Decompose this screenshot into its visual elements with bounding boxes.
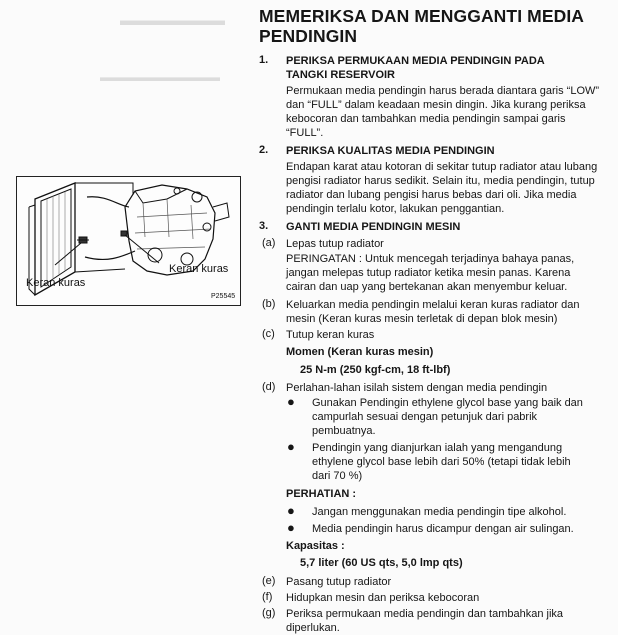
step-text: Lepas tutup radiator (286, 238, 384, 250)
step-label: (g) (262, 607, 276, 619)
step-text: Tutup keran kuras (286, 329, 375, 341)
bullet-text (312, 441, 608, 483)
step-text: Pasang tutup radiator (286, 576, 392, 588)
title-line: MEMERIKSA DAN MENGGANTI MEDIA (259, 6, 585, 26)
bullet-dot: ● (287, 394, 295, 409)
torque-value: 25 N-m (250 kgf-cm, 18 ft-lbf) (300, 364, 451, 376)
paragraph (286, 84, 608, 140)
warning-paragraph (286, 252, 608, 294)
heading-line: TANGKI RESERVOIR (286, 69, 395, 81)
text-line: mesin (Keran kuras mesin terletak di depan blok mesin) (286, 313, 558, 325)
text-line: radiator dan lubang pengisi harus bebas dari oli. Jika media (286, 189, 577, 201)
step-text: Hidupkan mesin dan periksa kebocoran (286, 592, 480, 604)
section-number: 3. (259, 220, 269, 232)
text-line: Endapan karat atau kotoran di sekitar tutup radiator atau lubang (286, 161, 598, 173)
text-line: kebocoran dan tambahkan media pendingin sampai garis (286, 113, 566, 125)
step-label: (b) (262, 298, 276, 310)
paragraph (286, 160, 608, 216)
attention-heading: PERHATIAN : (286, 488, 357, 500)
torque-label: Momen (Keran kuras mesin) (286, 346, 434, 358)
section-heading: GANTI MEDIA PENDINGIN MESIN (286, 221, 461, 233)
step-text (286, 298, 608, 326)
bullet-dot: ● (287, 503, 295, 518)
text-line: diperlukan. (286, 622, 340, 634)
step-label: (c) (262, 328, 275, 340)
text-line: “FULL”. (286, 127, 324, 139)
step-text (286, 607, 608, 635)
step-label: (e) (262, 575, 276, 587)
section-number: 2. (259, 144, 269, 156)
text-line: cairan dan uap yang bertekanan akan menyembur keluar. (286, 281, 568, 293)
text-line: campurlah sesuai dengan petunjuk dari pabrik (312, 411, 538, 423)
step-text: Perlahan-lahan isilah sistem dengan media pendingin (286, 382, 548, 394)
text-line: pengisi radiator harus sedikit. Selain itu, media pendingin, tutup (286, 175, 595, 187)
bullet-text: Jangan menggunakan media pendingin tipe alkohol. (312, 506, 567, 518)
text-line: Periksa permukaan media pendingin dan tambahkan jika (286, 608, 564, 620)
bullet-dot: ● (287, 439, 295, 454)
figure-code: P25545 (211, 293, 236, 300)
text-line: Gunakan Pendingin ethylene glycol base yang baik dan (312, 397, 583, 409)
page-title (259, 6, 609, 46)
capacity-value: 5,7 liter (60 US qts, 5,0 lmp qts) (300, 557, 463, 569)
bleed-through: ▬▬▬▬▬▬▬▬▬▬ (100, 70, 220, 84)
callout-radiator-drain: Keran kuras (26, 277, 86, 289)
text-line: dari 70 %) (312, 470, 363, 482)
radiator-figure (16, 176, 241, 306)
text-line: jangan melepas tutup radiator ketika mesin panas. Karena (286, 267, 571, 279)
bleed-through: ▬▬▬▬▬▬▬ (120, 12, 225, 29)
content-column (259, 6, 609, 634)
step-label: (a) (262, 237, 276, 249)
bullet-text: Media pendingin harus dicampur dengan air sulingan. (312, 523, 574, 535)
title-line: PENDINGIN (259, 26, 358, 46)
text-line: Pendingin yang dianjurkan ialah yang mengandung (312, 442, 563, 454)
capacity-label: Kapasitas : (286, 540, 345, 552)
step-label: (d) (262, 381, 276, 393)
text-line: Keluarkan media pendingin melalui keran kuras radiator dan (286, 299, 580, 311)
heading-line: PERIKSA PERMUKAAN MEDIA PENDINGIN PADA (286, 55, 545, 67)
text-line: Permukaan media pendingin harus berada diantara garis “LOW” (286, 85, 600, 97)
bullet-dot: ● (287, 520, 295, 535)
section-heading (286, 54, 606, 82)
text-line: dan “FULL” dalam keadaan mesin dingin. Jika kurang periksa (286, 99, 586, 111)
callout-engine-drain: Keran kuras (169, 263, 229, 275)
bullet-text (312, 396, 608, 438)
step-label: (f) (262, 591, 273, 603)
section-number: 1. (259, 54, 269, 66)
text-line: ethylene glycol base lebih dari 50% (tetapi tidak lebih (312, 456, 571, 468)
text-line: pembuatnya. (312, 425, 376, 437)
text-line: pendingin terlalu kotor, lakukan penggantian. (286, 203, 505, 215)
text-line: PERINGATAN : Untuk mencegah terjadinya bahaya panas, (286, 253, 575, 265)
section-heading: PERIKSA KUALITAS MEDIA PENDINGIN (286, 145, 495, 157)
